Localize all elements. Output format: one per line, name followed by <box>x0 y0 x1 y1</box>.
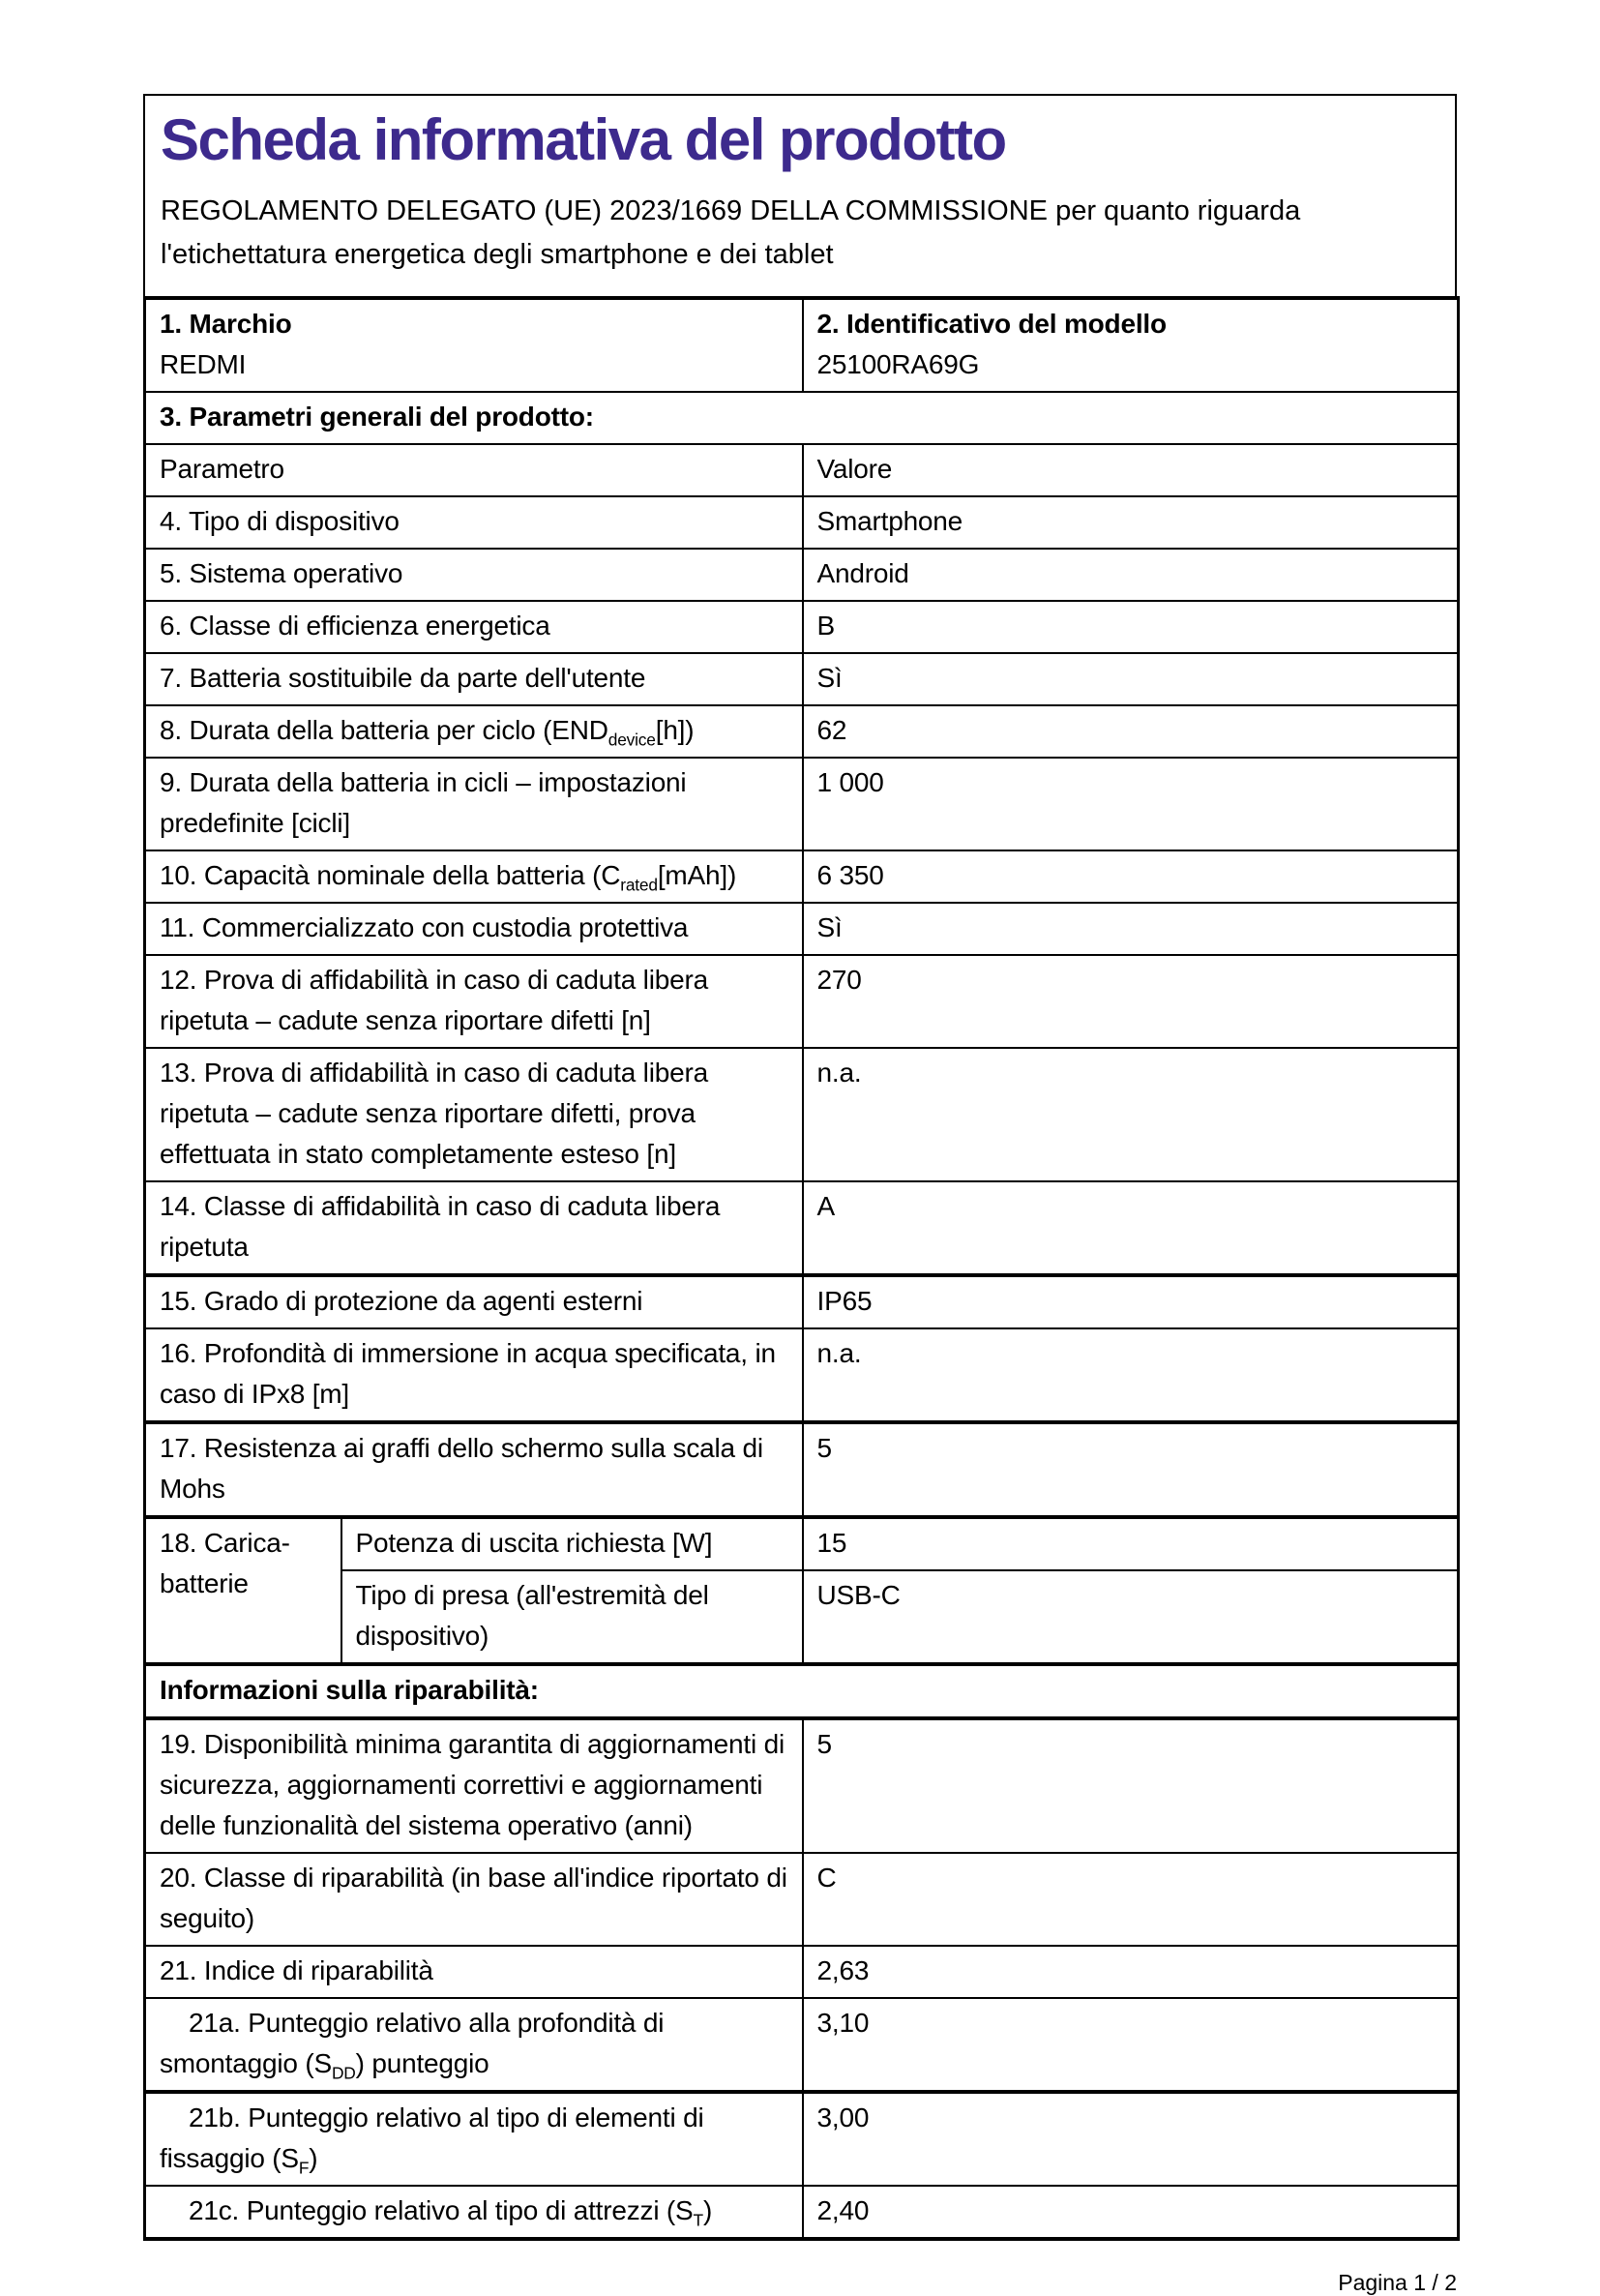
table-row <box>145 758 1459 850</box>
row-label-cell: 11. Commercializzato con custodia protettiva <box>145 903 803 955</box>
row-value-cell: USB-C <box>803 1570 1459 1664</box>
row-label-cell: 21a. Punteggio relativo alla profondità di smontaggio $(S_{DD})$ punteggio <box>145 1998 803 2092</box>
model-value: 25100RA69G <box>816 348 980 379</box>
row-value-cell: Valore <box>803 444 1459 496</box>
model-label: 2. Identificativo del modello <box>816 308 1167 339</box>
row-label-cell: 21b. Punteggio relativo al tipo di elementi di fissaggio $(S_F)$ <box>145 2092 803 2186</box>
table-row <box>145 1853 1459 1946</box>
row-label-cell: 12. Prova di affidabilità in caso di caduta libera ripetuta – cadute senza riportare difetti [n] <box>145 955 803 1048</box>
row-label-cell: 19. Disponibilità minima garantita di aggiornamenti di sicurezza, aggiornamenti correttivi e aggiornamenti delle funzionalità del sistema operativo (anni) <box>145 1718 803 1853</box>
table-row <box>145 1570 1459 1664</box>
row-label-cell: 6. Classe di efficienza energetica <box>145 601 803 653</box>
row-value-cell: 3,00 <box>803 2092 1459 2186</box>
row-label-cell: 15. Grado di protezione da agenti esterni <box>145 1275 803 1328</box>
row-label-cell: 21. Indice di riparabilità <box>145 1946 803 1998</box>
row-value-cell: 3,10 <box>803 1998 1459 2092</box>
row-label-cell: 16. Profondità di immersione in acqua specificata, in caso di IPx8 [m] <box>145 1328 803 1422</box>
table-row <box>145 1181 1459 1275</box>
row-label-cell: 10. Capacità nominale della batteria $(C_{rated}[mAh])$ <box>145 850 803 903</box>
params-table-body <box>145 298 1459 2239</box>
table-row <box>145 955 1459 1048</box>
table-row <box>145 1517 1459 1570</box>
row-value-cell: 2,63 <box>803 1946 1459 1998</box>
table-row <box>145 1422 1459 1517</box>
page-title: Scheda informativa del prodotto <box>161 107 1006 172</box>
table-row <box>145 1328 1459 1422</box>
row-label-cell: Tipo di presa (all'estremità del dispositivo) <box>341 1570 803 1664</box>
brand-cell <box>145 298 803 392</box>
table-row <box>145 653 1459 705</box>
row-label-cell: 21c. Punteggio relativo al tipo di attrezzi $(S_T)$ <box>145 2186 803 2239</box>
table-row <box>145 549 1459 601</box>
table-row <box>145 1718 1459 1853</box>
row-value-cell: IP65 <box>803 1275 1459 1328</box>
row-value-cell: n.a. <box>803 1048 1459 1181</box>
page-subtitle: REGOLAMENTO DELEGATO (UE) 2023/1669 DELLA COMMISSIONE per quanto riguarda l'etichettatura energetica degli smartphone e dei tablet <box>161 195 1301 270</box>
row-value-cell: 5 <box>803 1718 1459 1853</box>
brand-label: 1. Marchio <box>160 308 292 339</box>
row-label-cell: 14. Classe di affidabilità in caso di caduta libera ripetuta <box>145 1181 803 1275</box>
row-label-cell: 17. Resistenza ai graffi dello schermo sulla scala di Mohs <box>145 1422 803 1517</box>
footer-page-number: Pagina 1 / 2 <box>1338 2269 1457 2295</box>
row-label-cell: Parametro <box>145 444 803 496</box>
row-value-cell: Sì <box>803 903 1459 955</box>
row-value-cell: 62 <box>803 705 1459 758</box>
row-value-cell: 1 000 <box>803 758 1459 850</box>
row-label-cell: 7. Batteria sostituibile da parte dell'utente <box>145 653 803 705</box>
group-label-cell: 18. Caricabatterie <box>145 1517 341 1664</box>
row-value-cell: 6 350 <box>803 850 1459 903</box>
table-row <box>145 2186 1459 2239</box>
model-cell <box>803 298 1459 392</box>
row-value-cell: n.a. <box>803 1328 1459 1422</box>
row-label-cell: 9. Durata della batteria in cicli – impostazioni predefinite [cicli] <box>145 758 803 850</box>
section-header-cell: Informazioni sulla riparabilità: <box>145 1664 1459 1718</box>
brand-model-row <box>145 298 1459 392</box>
row-value-cell: 270 <box>803 955 1459 1048</box>
row-value-cell: B <box>803 601 1459 653</box>
table-row <box>145 2092 1459 2186</box>
table-row <box>145 705 1459 758</box>
row-label-cell: 8. Durata della batteria per ciclo $(END_{device}[h])$ <box>145 705 803 758</box>
row-value-cell: 2,40 <box>803 2186 1459 2239</box>
row-label-cell: Potenza di uscita richiesta [W] <box>341 1517 803 1570</box>
row-value-cell: 5 <box>803 1422 1459 1517</box>
row-label-cell: 13. Prova di affidabilità in caso di caduta libera ripetuta – cadute senza riportare difetti, prova effettuata in stato completamente esteso [n] <box>145 1048 803 1181</box>
table-row <box>145 601 1459 653</box>
table-row <box>145 1664 1459 1718</box>
table-row <box>145 1998 1459 2092</box>
table-row <box>145 1048 1459 1181</box>
document-header <box>143 94 1457 296</box>
row-value-cell: Smartphone <box>803 496 1459 549</box>
brand-value: REDMI <box>160 348 247 379</box>
table-row <box>145 444 1459 496</box>
product-parameters-table <box>143 296 1460 2241</box>
table-row <box>145 903 1459 955</box>
row-value-cell: Android <box>803 549 1459 601</box>
row-value-cell: C <box>803 1853 1459 1946</box>
table-row <box>145 1275 1459 1328</box>
table-row <box>145 496 1459 549</box>
table-row <box>145 392 1459 444</box>
row-label-cell: 20. Classe di riparabilità (in base all'indice riportato di seguito) <box>145 1853 803 1946</box>
row-label-cell: 4. Tipo di dispositivo <box>145 496 803 549</box>
row-value-cell: Sì <box>803 653 1459 705</box>
table-row <box>145 850 1459 903</box>
row-label-cell: 5. Sistema operativo <box>145 549 803 601</box>
row-value-cell: 15 <box>803 1517 1459 1570</box>
table-row <box>145 1946 1459 1998</box>
section-header-cell: 3. Parametri generali del prodotto: <box>145 392 1459 444</box>
row-value-cell: A <box>803 1181 1459 1275</box>
